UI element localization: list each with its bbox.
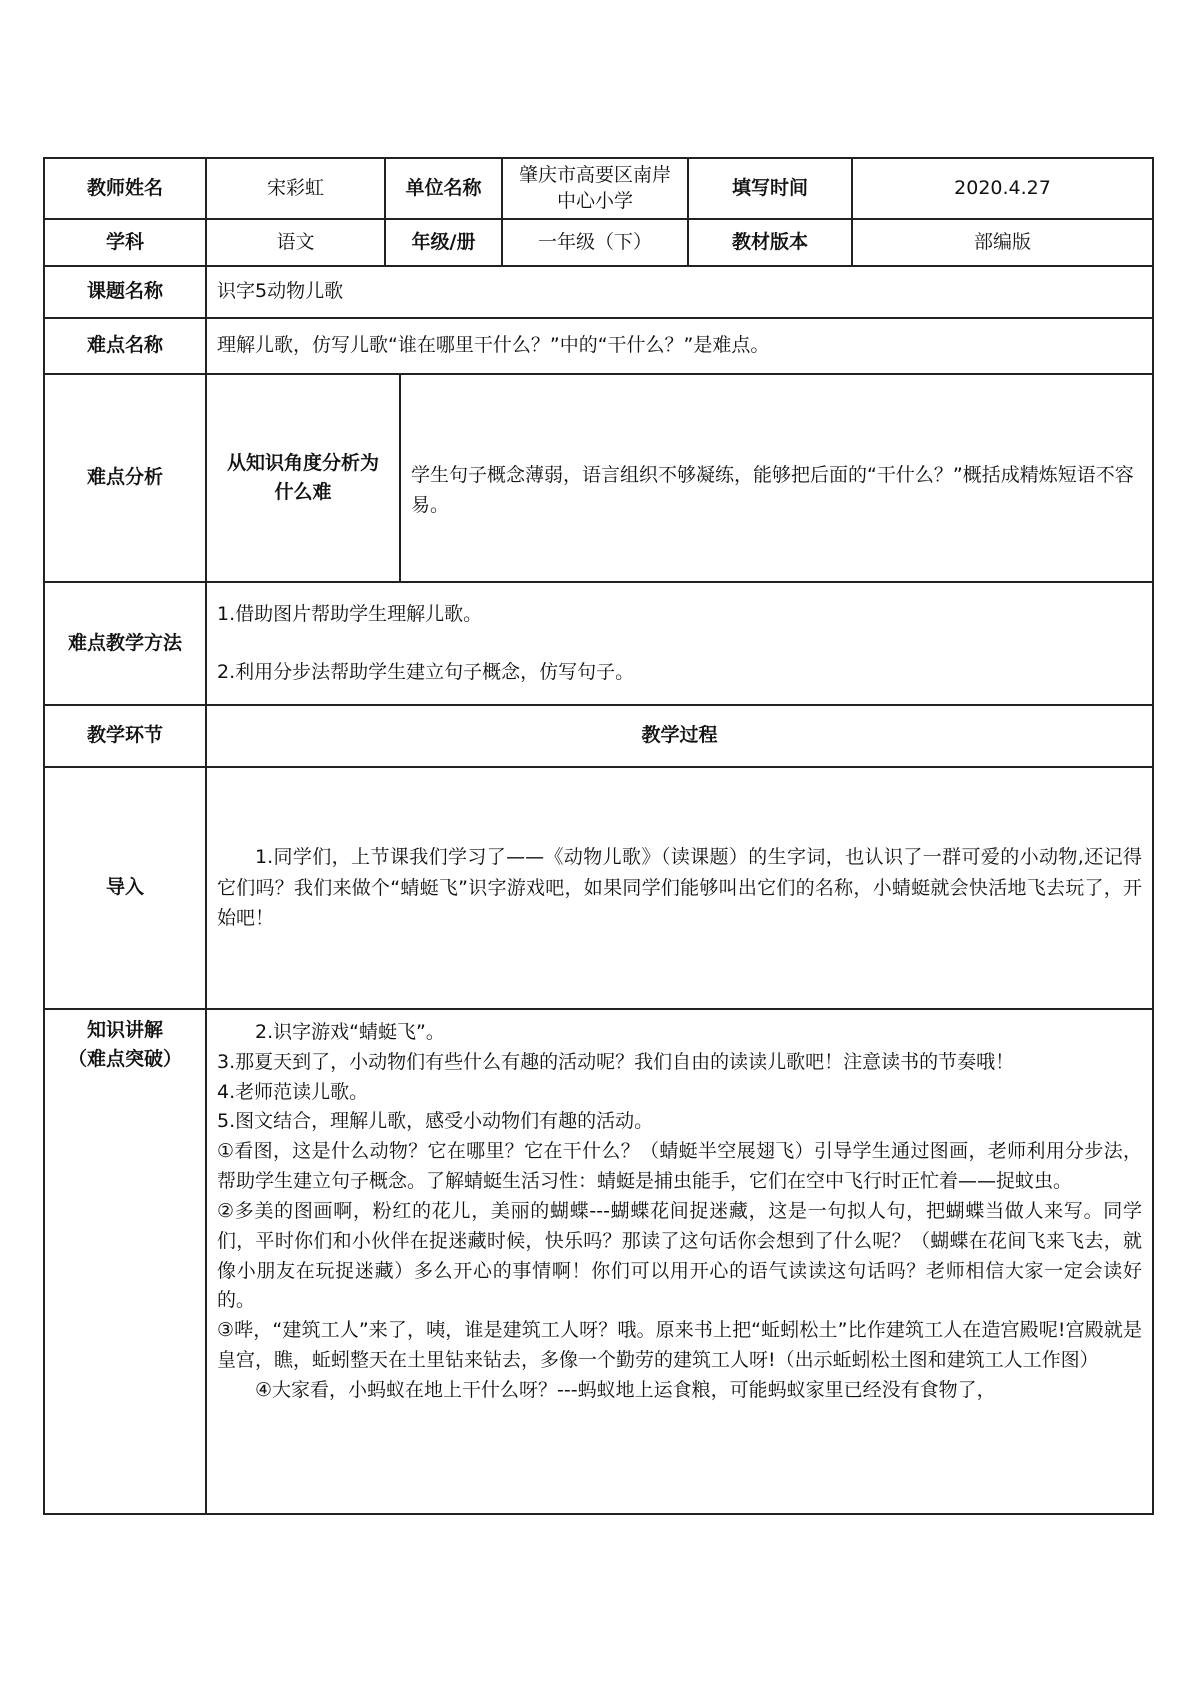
unit-name-value <box>502 158 688 219</box>
explain-paragraph-8: ④大家看，小蚂蚁在地上干什么呀？---蚂蚁地上运食粮，可能蚂蚁家里已经没有食物了， <box>255 1378 996 1401</box>
analysis-cell <box>206 374 1153 582</box>
subject-label: 学科 <box>44 219 206 266</box>
grade-value: 一年级（下） <box>502 219 688 266</box>
unit-name-label: 单位名称 <box>385 158 502 219</box>
explain-paragraph-5: ①看图，这是什么动物？它在哪里？它在干什么？（蜻蜓半空展翅飞）引导学生通过图画，老师利用分步法，帮助学生建立句子概念。了解蜻蜓生活习性：蜻蜓是捕虫能手，它们在空中飞行时正忙着——捉蚊虫。 <box>217 1140 1142 1193</box>
method-item-1: 1.借助图片帮助学生理解儿歌。 <box>217 603 483 626</box>
analysis-sub-label-line1: 从知识角度分析为 <box>226 451 379 474</box>
explain-label <box>44 1009 206 1514</box>
edition-label: 教材版本 <box>688 219 852 266</box>
unit-name-line1: 肇庆市高要区南岸 <box>518 163 671 186</box>
method-value <box>206 582 1153 705</box>
process-header: 教学过程 <box>206 705 1153 767</box>
analysis-sub-label-line2: 什么难 <box>274 481 332 503</box>
analysis-value: 学生句子概念薄弱，语言组织不够凝练，能够把后面的“干什么？”概括成精炼短语不容易。 <box>400 375 1152 581</box>
fill-date-label: 填写时间 <box>688 158 852 219</box>
topic-value: 识字5动物儿歌 <box>206 266 1153 318</box>
teacher-name-value: 宋彩虹 <box>206 158 385 219</box>
analysis-label: 难点分析 <box>44 374 206 582</box>
topic-label: 课题名称 <box>44 266 206 318</box>
stage-header: 教学环节 <box>44 705 206 767</box>
teacher-name-label: 教师姓名 <box>44 158 206 219</box>
grade-label: 年级/册 <box>385 219 502 266</box>
intro-text <box>206 767 1153 1009</box>
explain-paragraph-3: 4.老师范读儿歌。 <box>217 1080 369 1103</box>
method-item-2: 2.利用分步法帮助学生建立句子概念，仿写句子。 <box>217 660 635 683</box>
explain-label-line1: 知识讲解 <box>86 1019 163 1041</box>
explain-paragraph-2: 3.那夏天到了，小动物们有些什么有趣的活动呢？我们自由的读读儿歌吧！注意读书的节奏哦！ <box>217 1050 1015 1073</box>
analysis-sub-label <box>207 375 400 581</box>
explain-paragraph-4: 5.图文结合，理解儿歌，感受小动物们有趣的活动。 <box>217 1110 654 1133</box>
difficulty-value: 理解儿歌，仿写儿歌“谁在哪里干什么？”中的“干什么？”是难点。 <box>206 318 1153 374</box>
fill-date-value: 2020.4.27 <box>852 158 1153 219</box>
unit-name-line2: 中心小学 <box>556 189 633 212</box>
intro-paragraph: 1.同学们，上节课我们学习了——《动物儿歌》（读课题）的生字词，也认识了一群可爱的小动物,还记得它们吗？我们来做个“蜻蜓飞”识字游戏吧，如果同学们能够叫出它们的名称，小蜻蜓就会快活地飞去玩了，开始吧！ <box>217 846 1142 930</box>
explain-label-line2: （难点突破） <box>67 1048 182 1071</box>
edition-value: 部编版 <box>852 219 1153 266</box>
explain-paragraph-6: ②多美的图画啊，粉红的花儿，美丽的蝴蝶---蝴蝶花间捉迷藏，这是一句拟人句，把蝴蝶当做人来写。同学们，平时你们和小伙伴在捉迷藏时候，快乐吗？那读了这句话你会想到了什么呢？（蝴蝶在花间飞来飞去，就像小朋友在玩捉迷藏）多么开心的事情啊！你们可以用开心的语气读读这句话吗？老师相信大家一定会读好的。 <box>217 1199 1142 1312</box>
explain-paragraph-1: 2.识字游戏“蜻蜓飞”。 <box>255 1021 445 1043</box>
lesson-plan-table <box>43 157 1154 1515</box>
intro-label: 导入 <box>44 767 206 1009</box>
difficulty-label: 难点名称 <box>44 318 206 374</box>
method-label: 难点教学方法 <box>44 582 206 705</box>
explain-text <box>206 1009 1153 1514</box>
subject-value: 语文 <box>206 219 385 266</box>
analysis-inner <box>207 375 1152 581</box>
explain-paragraph-7: ③哔，“建筑工人”来了，咦，谁是建筑工人呀？哦。原来书上把“蚯蚓松土”比作建筑工人在造宫殿呢!宫殿就是皇宫，瞧，蚯蚓整天在土里钻来钻去，多像一个勤劳的建筑工人呀!（出示蚯蚓松土图和建筑工人工作图） <box>217 1319 1142 1372</box>
